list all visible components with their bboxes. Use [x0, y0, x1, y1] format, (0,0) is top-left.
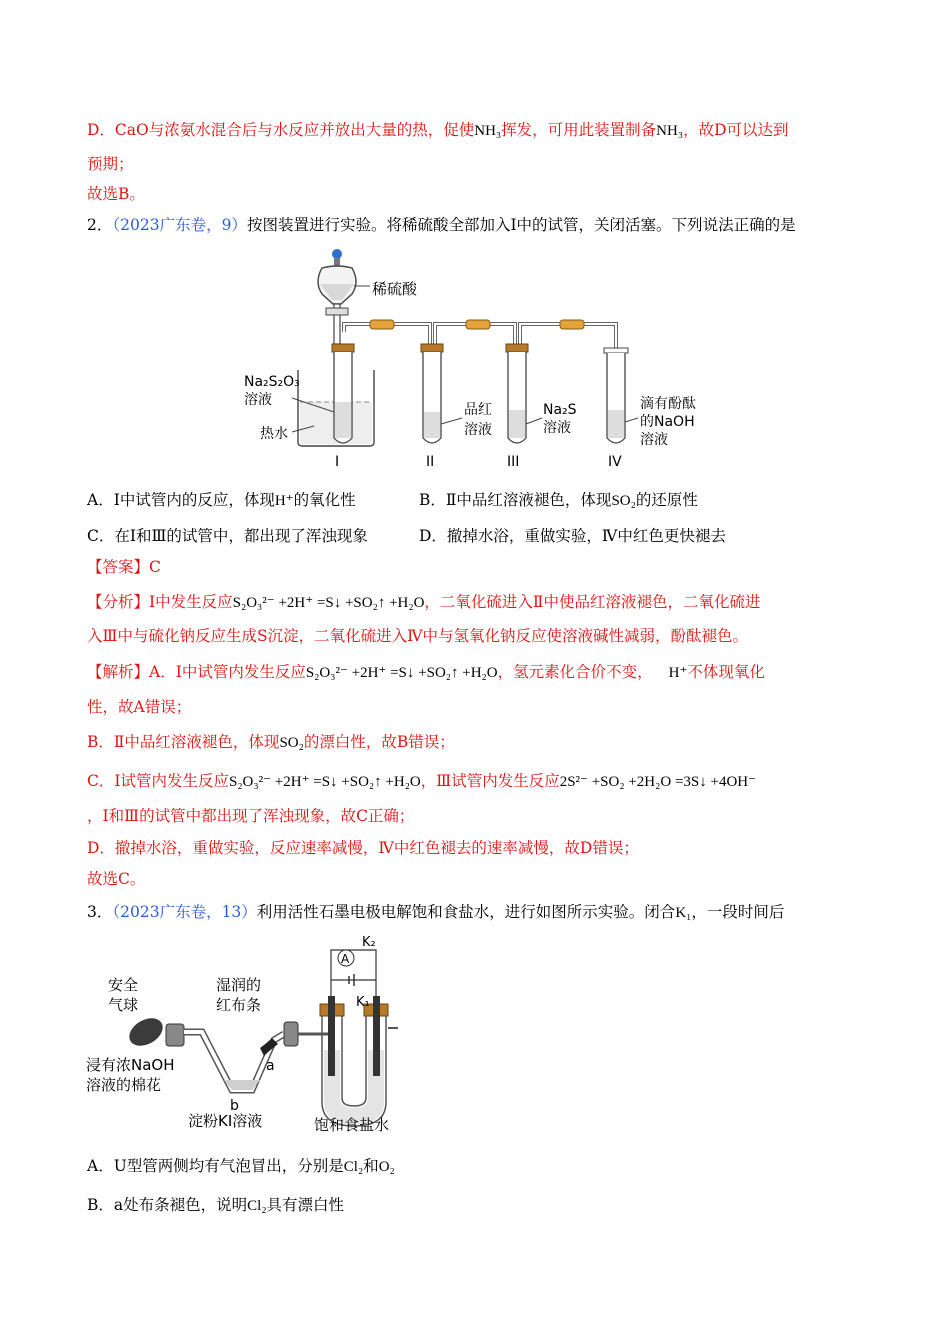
explain-text: C．Ⅰ试管内发生反应 — [87, 772, 229, 790]
q2-explain-c-line2: ，Ⅰ和Ⅲ的试管中都出现了浑浊现象，故C正确； — [87, 807, 415, 825]
solution — [335, 402, 351, 438]
stopcock — [326, 308, 348, 315]
question-text: ，一段时间后 — [691, 903, 785, 921]
explain-text: B．Ⅱ中品红溶液褪色，体现 — [87, 733, 280, 751]
q2-stem — [87, 213, 862, 237]
q2-answer — [87, 555, 862, 579]
explain-text: ，氢元素化合价不变， — [497, 663, 653, 681]
option-a — [87, 488, 419, 513]
question-number: 3． — [87, 903, 113, 921]
option-d: D．撤掉水浴，重做实验，Ⅳ中红色更快褪去 — [419, 527, 726, 545]
option-a-text: A．Ⅰ中试管内的反应，体现 — [87, 491, 275, 509]
label-na2s: Na₂S — [543, 402, 577, 418]
label-naoh: 的NaOH — [640, 414, 695, 430]
ammeter-label: A — [341, 952, 350, 966]
label-cotton: 浸有浓NaOH — [86, 1056, 175, 1074]
q2-explain-d: D．撤掉水浴，重做实验，反应速率减慢，Ⅳ中红色褪去的速率减慢，故D错误； — [87, 839, 639, 857]
solution — [509, 410, 525, 438]
tube-label-I: I — [335, 454, 340, 470]
stopper-icon — [332, 249, 342, 259]
question-text: 按图装置进行实验。将稀硫酸全部加入Ⅰ中的试管，关闭活塞。下列说法正确的是 — [246, 216, 796, 234]
label-cloth: 湿润的 — [216, 976, 262, 994]
q2-explain-a-line2: 性，故A错误； — [87, 698, 192, 716]
solution — [608, 410, 624, 438]
label-naoh: 溶液 — [640, 432, 668, 448]
explain-text: ，Ⅲ试管内发生反应 — [420, 772, 560, 790]
option-c: C．在Ⅰ和Ⅲ的试管中，都出现了浑浊现象 — [87, 527, 368, 545]
stopper — [421, 344, 443, 352]
label-b: b — [230, 1098, 239, 1114]
q2-options-ab — [87, 488, 862, 513]
leader-line — [526, 418, 542, 424]
explain-text: A．Ⅰ中试管内发生反应 — [149, 663, 306, 681]
explain-text: 的漂白性，故B错误； — [303, 733, 455, 751]
rubber-connector — [370, 320, 394, 329]
explain-tag: 【解析】 — [87, 663, 150, 681]
label-balloon: 气球 — [108, 996, 139, 1014]
q2-apparatus-figure — [230, 242, 750, 474]
tube-label-III: III — [507, 454, 520, 470]
formula-o2: O₂ — [378, 1159, 395, 1175]
stopper — [166, 1024, 184, 1046]
option-b-text: B．Ⅱ中品红溶液褪色，体现 — [419, 491, 612, 509]
label-cotton: 溶液的棉花 — [86, 1076, 162, 1094]
answer-tag: 【答案】 — [87, 558, 150, 576]
label-acid: 稀硫酸 — [372, 280, 418, 298]
formula-nh3: NH₃ — [656, 123, 684, 139]
q3-electrolysis-figure — [84, 930, 414, 1136]
stopper — [506, 344, 528, 352]
formula-nh3: NH₃ — [474, 123, 502, 139]
label-hot-water: 热水 — [260, 426, 288, 442]
rubber-connector — [466, 320, 490, 329]
analysis-text: ，二氧化硫进入Ⅱ中使品红溶液褪色，二氧化硫进 — [424, 593, 761, 611]
solution — [424, 412, 440, 438]
equation: S₂O₃²⁻ +2H⁺ =S↓ +SO₂↑ +H₂O — [305, 665, 498, 681]
label-ki: 淀粉KI溶液 — [188, 1112, 263, 1130]
analysis-text: Ⅰ中发生反应 — [149, 593, 233, 611]
graphite-electrode — [328, 996, 335, 1076]
equation: S₂O₃²⁻ +2H⁺ =S↓ +SO₂↑ +H₂O — [232, 595, 425, 611]
stopper — [332, 344, 354, 352]
label-solution: 溶液 — [543, 420, 571, 436]
tube-label-II: II — [426, 454, 435, 470]
label-solution: 溶液 — [244, 392, 272, 408]
q2-explain-c-line1 — [87, 769, 862, 794]
option-b — [419, 491, 698, 509]
balloon — [124, 1013, 167, 1052]
answer-value: C — [149, 558, 161, 576]
formula-so2: SO₂ — [611, 493, 636, 509]
graphite-electrode — [373, 996, 380, 1076]
label-solution: 溶液 — [464, 422, 492, 438]
prev-option-d-line2: 预期； — [87, 155, 134, 173]
tube-label-IV: IV — [608, 454, 622, 470]
stopper — [284, 1022, 298, 1046]
label-pinhong: 品红 — [464, 402, 492, 418]
label-balloon: 安全 — [108, 976, 139, 994]
explain-text: 不体现氧化 — [687, 663, 765, 681]
formula-h: H⁺ — [274, 493, 294, 509]
text: ，故D可以达到 — [683, 121, 789, 139]
formula-cl2: Cl₂ — [343, 1159, 364, 1175]
q2-analysis-line1 — [87, 590, 862, 615]
u-tube-inner — [342, 1016, 366, 1106]
prev-option-d-line1 — [87, 118, 862, 143]
leader-line — [441, 418, 462, 424]
rubber-connector — [560, 320, 584, 329]
label-na2s2o3: Na₂S₂O₃ — [244, 374, 300, 390]
question-source: （2023广东卷，13） — [112, 903, 257, 921]
q2-explain-b — [87, 730, 862, 755]
q2-options-cd — [87, 524, 862, 548]
analysis-tag: 【分析】 — [87, 593, 150, 611]
label-k1: K₁ — [356, 995, 370, 1010]
question-number: 2． — [87, 216, 113, 234]
q3-option-a — [87, 1154, 862, 1179]
option-b-text: 的还原性 — [635, 491, 698, 509]
leader-line — [625, 418, 638, 422]
q2-choose: 故选C。 — [87, 870, 146, 888]
label-k2: K₂ — [362, 935, 376, 950]
label-cloth: 红布条 — [216, 996, 262, 1014]
prev-choose: 故选B。 — [87, 185, 145, 203]
formula-h: H⁺ — [668, 665, 688, 681]
label-brine: 饱和食盐水 — [314, 1116, 390, 1134]
formula-so2: SO₂ — [279, 735, 304, 751]
option-b-text: B．a处布条褪色，说明 — [87, 1196, 248, 1214]
question-text: 利用活性石墨电极电解饱和食盐水，进行如图所示实验。闭合 — [256, 903, 676, 921]
text: 挥发，可用此装置制备 — [501, 121, 657, 139]
option-b-text: 具有漂白性 — [266, 1196, 345, 1214]
tube-mouth — [604, 348, 628, 353]
q2-analysis-line2: 入Ⅲ中与硫化钠反应生成S沉淀，二氧化硫进入Ⅳ中与氢氧化钠反应使溶液碱性减弱，酚酞褪色。 — [87, 627, 749, 645]
equation: 2S²⁻ +SO₂ +2H₂O =3S↓ +4OH⁻ — [559, 774, 757, 790]
option-a-text: A．U型管两侧均有气泡冒出，分别是 — [87, 1157, 344, 1175]
label-a: a — [266, 1058, 275, 1074]
question-source: （2023广东卷，9） — [112, 216, 247, 234]
formula-k1: K₁ — [675, 905, 692, 921]
q3-option-b — [87, 1193, 862, 1218]
equation: S₂O₃²⁻ +2H⁺ =S↓ +SO₂↑ +H₂O — [228, 774, 421, 790]
option-a-text: 的氧化性 — [293, 491, 356, 509]
q3-stem — [87, 900, 862, 925]
text: D．CaO与浓氨水混合后与水反应并放出大量的热，促使 — [87, 121, 475, 139]
option-a-text: 和 — [363, 1157, 379, 1175]
formula-cl2: Cl₂ — [247, 1198, 267, 1214]
q2-explain-a-line1 — [87, 660, 862, 685]
label-naoh: 滴有酚酞 — [640, 396, 696, 412]
stopper-neck — [334, 258, 340, 266]
